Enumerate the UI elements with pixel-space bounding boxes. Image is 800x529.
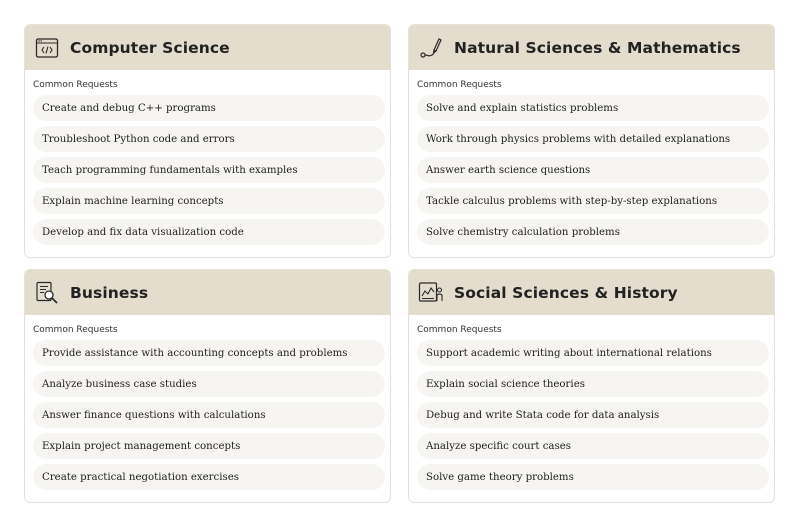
chart-board-icon	[418, 280, 444, 306]
request-item[interactable]: Solve and explain statistics problems	[417, 95, 769, 121]
request-list	[417, 95, 774, 245]
card-title: Business	[70, 283, 149, 302]
request-list	[417, 340, 774, 490]
common-requests-label: Common Requests	[33, 80, 118, 90]
request-item[interactable]: Solve game theory problems	[417, 464, 769, 490]
request-item[interactable]: Explain machine learning concepts	[33, 188, 385, 214]
card-title: Computer Science	[70, 38, 230, 57]
card-title: Social Sciences & History	[454, 283, 678, 302]
request-item[interactable]: Solve chemistry calculation problems	[417, 219, 769, 245]
request-item[interactable]: Create and debug C++ programs	[33, 95, 385, 121]
request-item[interactable]: Debug and write Stata code for data analysis	[417, 402, 769, 428]
request-item[interactable]: Answer earth science questions	[417, 157, 769, 183]
request-item[interactable]: Explain project management concepts	[33, 433, 385, 459]
document-search-icon	[34, 280, 60, 306]
request-list	[33, 340, 390, 490]
request-item[interactable]: Explain social science theories	[417, 371, 769, 397]
card-header	[409, 25, 774, 70]
request-item[interactable]: Work through physics problems with detailed explanations	[417, 126, 769, 152]
card-header	[409, 270, 774, 315]
pen-path-icon	[418, 35, 444, 61]
code-window-icon	[34, 35, 60, 61]
card-header	[25, 270, 390, 315]
request-item[interactable]: Support academic writing about international relations	[417, 340, 769, 366]
request-item[interactable]: Create practical negotiation exercises	[33, 464, 385, 490]
card-computer-science	[24, 24, 391, 258]
card-social-sciences-history	[408, 269, 775, 503]
card-header	[25, 25, 390, 70]
request-item[interactable]: Teach programming fundamentals with examples	[33, 157, 385, 183]
card-business	[24, 269, 391, 503]
request-item[interactable]: Analyze business case studies	[33, 371, 385, 397]
request-item[interactable]: Develop and fix data visualization code	[33, 219, 385, 245]
request-item[interactable]: Tackle calculus problems with step-by-step explanations	[417, 188, 769, 214]
common-requests-label: Common Requests	[417, 325, 502, 335]
request-list	[33, 95, 390, 245]
card-title: Natural Sciences & Mathematics	[454, 38, 741, 57]
request-item[interactable]: Analyze specific court cases	[417, 433, 769, 459]
common-requests-label: Common Requests	[417, 80, 502, 90]
request-item[interactable]: Provide assistance with accounting concepts and problems	[33, 340, 385, 366]
card-natural-sciences-mathematics	[408, 24, 775, 258]
request-item[interactable]: Troubleshoot Python code and errors	[33, 126, 385, 152]
common-requests-label: Common Requests	[33, 325, 118, 335]
request-item[interactable]: Answer finance questions with calculations	[33, 402, 385, 428]
